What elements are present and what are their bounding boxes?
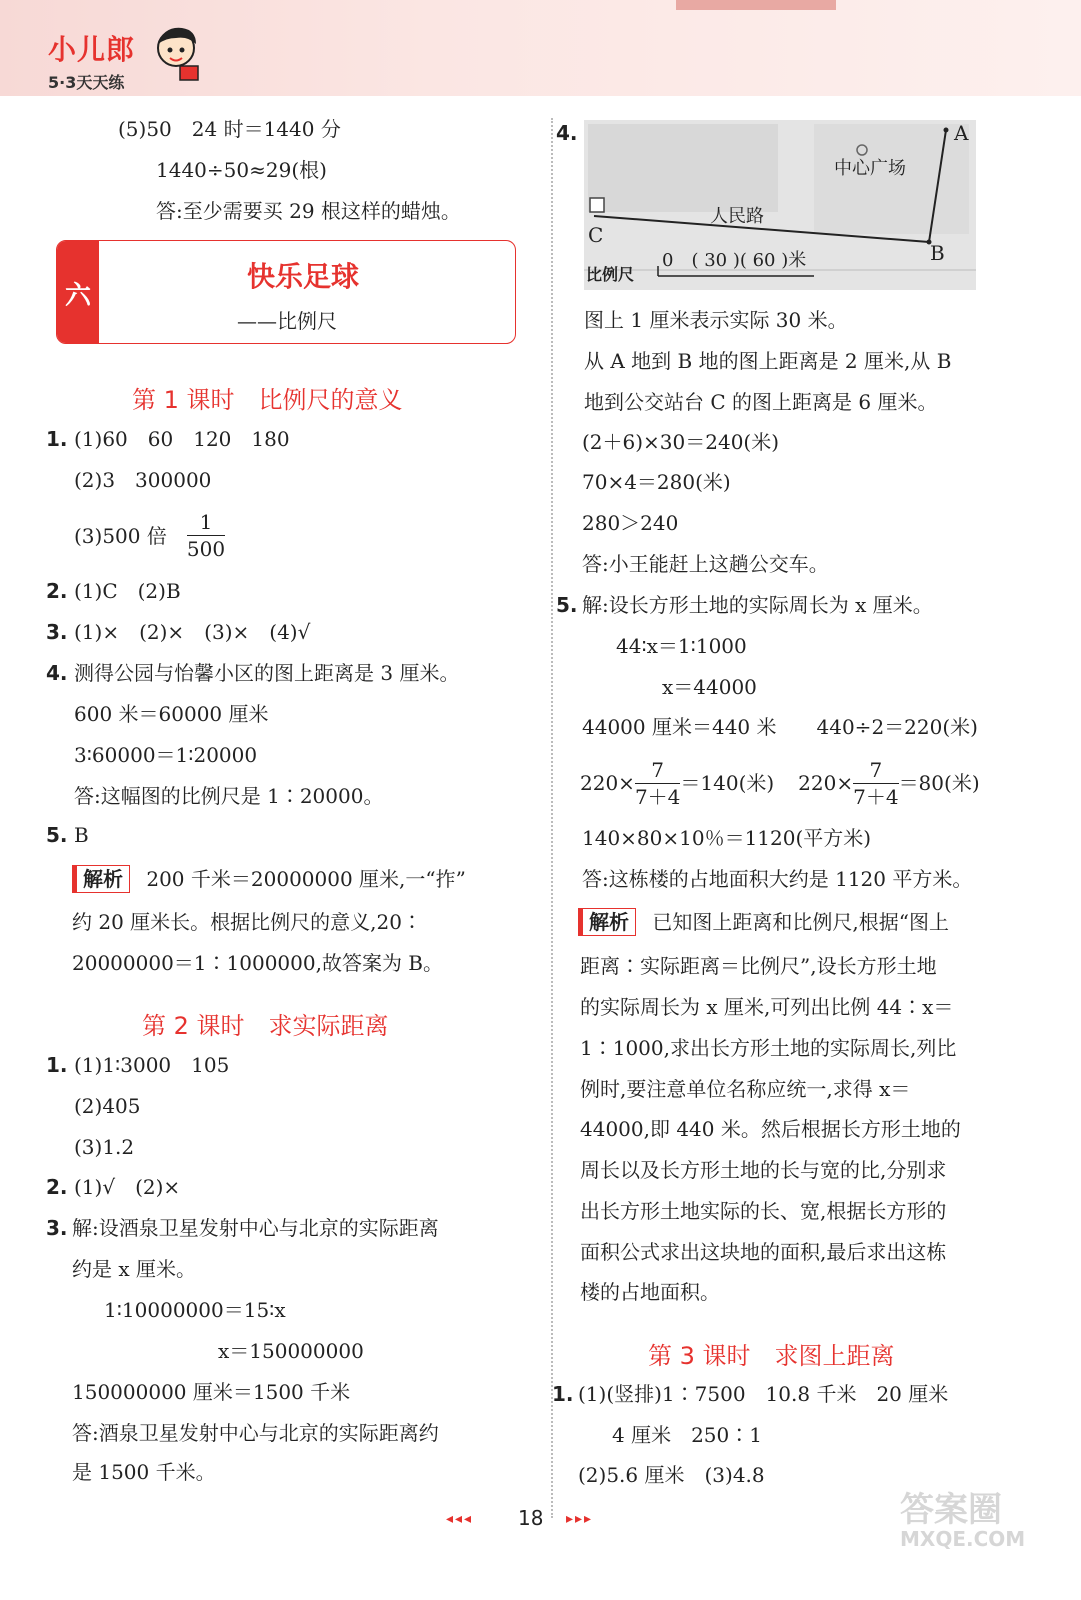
map-label-c: C xyxy=(588,223,604,247)
map-scale-label: 比例尺 xyxy=(586,265,635,284)
answer-line: 1∶10000000＝15∶x xyxy=(104,1298,286,1322)
question-number: 3. xyxy=(46,1216,68,1240)
lesson-3-title: 第 3 课时 求图上距离 xyxy=(648,1342,895,1370)
answer-text: (3)500 倍 xyxy=(74,523,167,548)
question-number: 5. xyxy=(556,593,578,617)
analysis-badge: 解析 xyxy=(72,865,130,893)
map-figure xyxy=(584,120,976,290)
analysis-line: 1∶1000,求出长方形土地的实际周长,列比 xyxy=(580,1036,957,1060)
question-number: 4. xyxy=(556,121,578,145)
map-label-b: B xyxy=(930,241,945,265)
answer-line: 3∶60000＝1∶20000 xyxy=(74,743,258,767)
answer-line: 4 厘米 250∶1 xyxy=(612,1423,762,1447)
answer-line: 600 米＝60000 厘米 xyxy=(74,702,269,726)
answer-line: x＝44000 xyxy=(662,675,757,699)
answer-line: 答:小王能赶上这趟公交车。 xyxy=(582,552,829,576)
analysis-line: 距离∶实际距离＝比例尺”,设长方形土地 xyxy=(580,954,937,978)
watermark-url: MXQE.COM xyxy=(900,1527,1026,1551)
answer-line: B xyxy=(74,823,89,847)
fraction-denominator: 7＋4 xyxy=(634,784,681,809)
answer-line: (2)405 xyxy=(74,1094,141,1118)
question-number: 1. xyxy=(552,1382,574,1406)
fraction-result: ＝140(米) xyxy=(680,771,775,795)
fraction xyxy=(853,757,898,810)
watermark xyxy=(900,1482,1025,1551)
question-number: 1. xyxy=(46,1053,68,1077)
header-tab xyxy=(676,0,836,10)
question-number: 2. xyxy=(46,579,68,603)
answer-line: (1)C (2)B xyxy=(74,579,181,603)
analysis-text: 200 千米＝20000000 厘米,一“拃” xyxy=(146,867,466,891)
answer-line: 解:设酒泉卫星发射中心与北京的实际距离 xyxy=(72,1216,439,1240)
answer-line: (1)1∶3000 105 xyxy=(74,1053,230,1077)
fraction-denominator: 7＋4 xyxy=(853,784,899,809)
analysis-line xyxy=(72,864,466,894)
answer-line: x＝150000000 xyxy=(218,1339,364,1363)
lesson-1-title: 第 1 课时 比例尺的意义 xyxy=(132,386,403,414)
text-line: 1440÷50≈29(根) xyxy=(156,158,327,182)
page-number: 18 xyxy=(518,1506,544,1530)
fraction-numerator: 7 xyxy=(869,757,883,782)
next-page-arrows[interactable]: ▸▸▸ xyxy=(566,1511,594,1527)
analysis-line: 例时,要注意单位名称应统一,求得 x＝ xyxy=(580,1077,911,1101)
unit-banner xyxy=(56,240,516,344)
text-line: (5)50 24 时＝1440 分 xyxy=(118,117,341,141)
answer-line: 44∶x＝1∶1000 xyxy=(616,634,747,658)
analysis-line: 出长方形土地实际的长、宽,根据长方形的 xyxy=(580,1199,947,1223)
answer-line: 图上 1 厘米表示实际 30 米。 xyxy=(584,308,848,332)
mascot-icon xyxy=(150,22,204,84)
lesson-2-title: 第 2 课时 求实际距离 xyxy=(142,1012,389,1040)
question-number: 5. xyxy=(46,823,68,847)
question-number: 1. xyxy=(46,427,68,451)
fraction-numerator: 7 xyxy=(651,757,665,782)
analysis-line: 周长以及长方形土地的长与宽的比,分别求 xyxy=(580,1158,947,1182)
analysis-line xyxy=(578,907,949,937)
brand-logo xyxy=(48,28,135,93)
unit-number: 六 xyxy=(57,241,99,344)
answer-line: (2＋6)×30＝240(米) xyxy=(582,430,780,454)
map-road-label: 人民路 xyxy=(710,206,764,227)
answer-line: 约是 x 厘米。 xyxy=(72,1257,196,1281)
answer-line: 从 A 地到 B 地的图上距离是 2 厘米,从 B xyxy=(584,349,952,373)
answer-line: (2)5.6 厘米 (3)4.8 xyxy=(578,1463,765,1487)
question-number: 3. xyxy=(46,620,68,644)
analysis-line: 面积公式求出这块地的面积,最后求出这栋 xyxy=(580,1240,947,1264)
prev-page-arrows[interactable]: ◂◂◂ xyxy=(446,1511,474,1527)
answer-line: (1)× (2)× (3)× (4)√ xyxy=(74,620,311,644)
answer-line: 答:酒泉卫星发射中心与北京的实际距离约 xyxy=(72,1421,439,1445)
answer-line: 150000000 厘米＝1500 千米 xyxy=(72,1380,351,1404)
analysis-line: 20000000＝1∶1000000,故答案为 B。 xyxy=(72,951,444,975)
fraction-numerator: 1 xyxy=(199,510,213,534)
fraction-prefix: 220× xyxy=(798,771,854,795)
question-number: 4. xyxy=(46,661,68,685)
logo-main: 小儿郎 xyxy=(48,33,136,66)
answer-line: (1)√ (2)× xyxy=(74,1175,181,1199)
fraction-denominator: 500 xyxy=(186,537,226,561)
analysis-badge: 解析 xyxy=(578,908,636,936)
fraction xyxy=(187,509,225,562)
answer-line: 答:这幅图的比例尺是 1∶20000。 xyxy=(74,784,384,808)
answer-line: (2)3 300000 xyxy=(74,468,212,492)
answer-line: (3)1.2 xyxy=(74,1135,135,1159)
answer-line: (1)60 60 120 180 xyxy=(74,427,290,451)
fraction-result: ＝80(米) xyxy=(898,771,980,795)
answer-line: 解:设长方形土地的实际周长为 x 厘米。 xyxy=(582,593,933,617)
map-plaza-label: 中心广场 xyxy=(834,158,906,179)
answer-line: 是 1500 千米。 xyxy=(72,1460,216,1484)
analysis-text: 已知图上距离和比例尺,根据“图上 xyxy=(652,910,949,934)
answer-line: 地到公交站台 C 的图上距离是 6 厘米。 xyxy=(584,390,938,414)
unit-title: 快乐足球 xyxy=(247,260,360,293)
analysis-line: 约 20 厘米长。根据比例尺的意义,20∶ xyxy=(72,910,422,934)
map-scale-text: 0 ( 30 )( 60 )米 xyxy=(662,250,807,271)
watermark-text: 答案圈 xyxy=(900,1490,1002,1530)
question-number: 2. xyxy=(46,1175,68,1199)
answer-line: 测得公园与怡馨小区的图上距离是 3 厘米。 xyxy=(74,661,460,685)
page-header xyxy=(0,0,1081,96)
analysis-line: 的实际周长为 x 厘米,可列出比例 44∶x＝ xyxy=(580,995,954,1019)
fraction-line xyxy=(580,756,980,810)
analysis-line: 楼的占地面积。 xyxy=(580,1280,720,1304)
column-divider xyxy=(551,118,553,1518)
text-line: 答:至少需要买 29 根这样的蜡烛。 xyxy=(156,199,461,223)
answer-line: 140×80×10％＝1120(平方米) xyxy=(582,826,872,850)
fraction xyxy=(635,757,680,810)
analysis-line: 44000,即 440 米。然后根据长方形土地的 xyxy=(580,1117,961,1141)
answer-line: 70×4＝280(米) xyxy=(582,470,731,494)
unit-subtitle: ——比例尺 xyxy=(237,309,337,333)
fraction-prefix: 220× xyxy=(580,771,635,795)
answer-line xyxy=(74,509,225,562)
map-label-a: A xyxy=(954,121,969,145)
answer-line: 答:这栋楼的占地面积大约是 1120 平方米。 xyxy=(582,867,973,891)
answer-line: 280＞240 xyxy=(582,511,679,535)
logo-sub: 5·3天天练 xyxy=(48,73,125,92)
answer-line: 44000 厘米＝440 米 440÷2＝220(米) xyxy=(582,715,978,739)
answer-line: (1)(竖排)1∶7500 10.8 千米 20 厘米 xyxy=(578,1382,949,1406)
